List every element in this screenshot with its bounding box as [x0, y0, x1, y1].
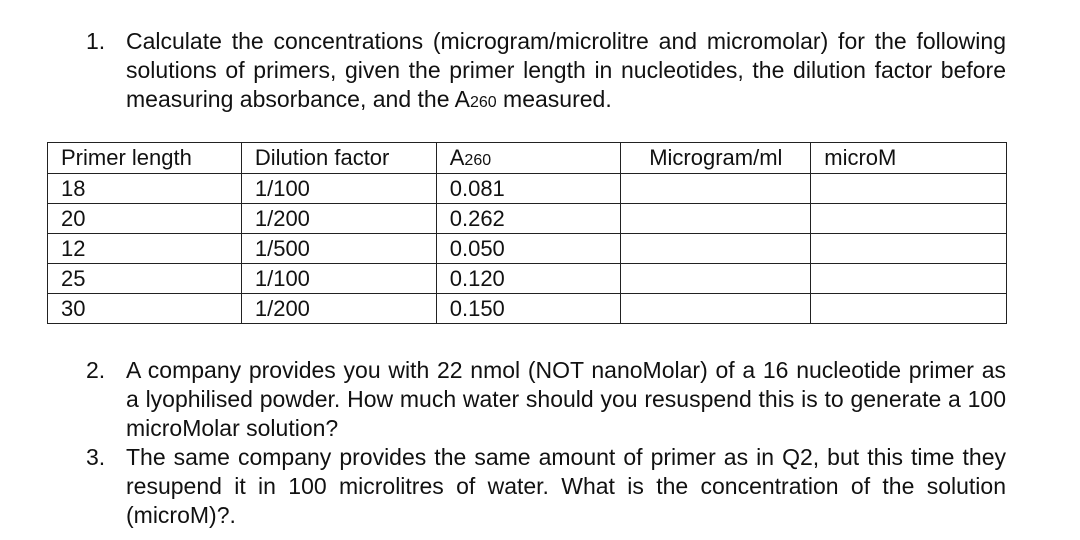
cell-dilution-factor: 1/100	[241, 264, 436, 294]
table-row	[48, 234, 1007, 264]
cell-microM	[811, 264, 1007, 294]
cell-microgram-ml	[621, 264, 811, 294]
cell-a260: 0.050	[436, 234, 621, 264]
header-microm: microM	[811, 143, 1007, 174]
cell-a260: 0.262	[436, 204, 621, 234]
cell-primer-length: 20	[48, 204, 242, 234]
cell-microgram-ml	[621, 204, 811, 234]
question-1	[86, 27, 1006, 117]
cell-microM	[811, 234, 1007, 264]
cell-microM	[811, 204, 1007, 234]
cell-microM	[811, 174, 1007, 204]
cell-primer-length: 18	[48, 174, 242, 204]
header-primer-length: Primer length	[48, 143, 242, 174]
question-number: 3.	[86, 444, 106, 470]
cell-dilution-factor: 1/200	[241, 294, 436, 324]
header-dilution-factor: Dilution factor	[241, 143, 436, 174]
cell-microgram-ml	[621, 294, 811, 324]
cell-dilution-factor: 1/500	[241, 234, 436, 264]
cell-dilution-factor: 1/100	[241, 174, 436, 204]
header-a260: A260	[436, 143, 621, 174]
cell-primer-length: 30	[48, 294, 242, 324]
question-3	[86, 443, 1006, 530]
table-header-row	[48, 143, 1007, 174]
question-text: The same company provides the same amount of primer as in Q2, but this time they resupend it in 100 microlitres of water. What is the concentration of the solution (microM)?.	[126, 444, 1006, 528]
question-text: Calculate the concentrations (microgram/microlitre and micromolar) for the following solutions of primers, given the primer length in nucleotides, the dilution factor before measuring absorbance, and the A260 measured.	[126, 28, 1006, 112]
question-number: 2.	[86, 357, 106, 383]
header-microgram-ml: Microgram/ml	[621, 143, 811, 174]
cell-microgram-ml	[621, 234, 811, 264]
cell-microM	[811, 294, 1007, 324]
question-number: 1.	[86, 28, 106, 54]
table-row	[48, 204, 1007, 234]
question-2	[86, 356, 1006, 443]
cell-a260: 0.120	[436, 264, 621, 294]
table-row	[48, 294, 1007, 324]
cell-primer-length: 12	[48, 234, 242, 264]
table-row	[48, 264, 1007, 294]
cell-a260: 0.081	[436, 174, 621, 204]
cell-dilution-factor: 1/200	[241, 204, 436, 234]
cell-a260: 0.150	[436, 294, 621, 324]
table-row	[48, 174, 1007, 204]
primer-table	[47, 142, 1007, 324]
cell-primer-length: 25	[48, 264, 242, 294]
cell-microgram-ml	[621, 174, 811, 204]
question-text: A company provides you with 22 nmol (NOT nanoMolar) of a 16 nucleotide primer as a lyophilised powder. How much water should you resuspend this is to generate a 100 microMolar solution?	[126, 357, 1006, 441]
